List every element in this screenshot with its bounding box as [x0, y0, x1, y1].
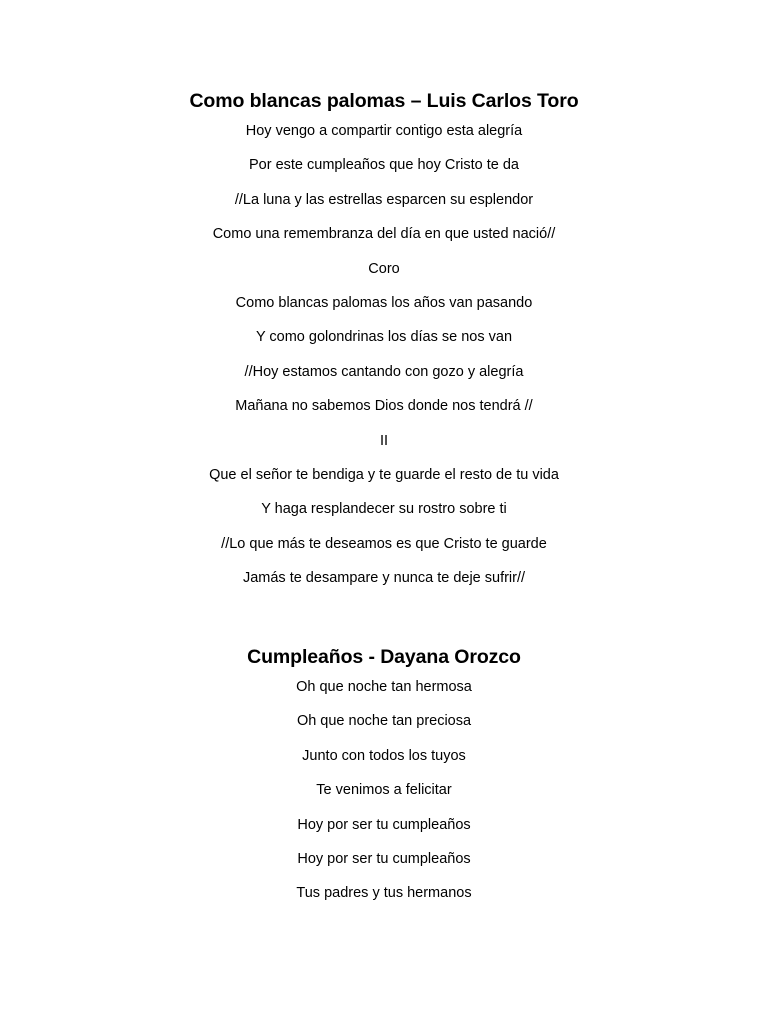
lyric-line: Jamás te desampare y nunca te deje sufrir// [242, 570, 526, 587]
section-label-coro: Coro [368, 260, 400, 277]
lyrics [0, 122, 768, 603]
lyric-line: Como una remembranza del día en que usted nació// [212, 226, 556, 243]
lyric-line: Y haga resplandecer su rostro sobre ti [261, 501, 507, 518]
lyric-line: Por este cumpleaños que hoy Cristo te da [248, 157, 519, 174]
section-label-ii: II [379, 432, 389, 449]
song-title: Cumpleaños - Dayana Orozco [247, 646, 521, 668]
lyrics [0, 678, 768, 919]
lyric-line: Oh que noche tan hermosa [296, 679, 472, 695]
lyric-line: Te venimos a felicitar [316, 782, 452, 799]
lyric-line: Hoy vengo a compartir contigo esta alegría [245, 123, 523, 139]
song-cumpleanos [0, 644, 768, 919]
lyric-line: //Lo que más te deseamos es que Cristo te guarde [221, 535, 547, 552]
lyric-line: Oh que noche tan preciosa [296, 713, 472, 730]
song-title: Como blancas palomas – Luis Carlos Toro [189, 90, 579, 112]
song-como-blancas-palomas [0, 88, 768, 603]
lyric-line: Y como golondrinas los días se nos van [255, 329, 513, 346]
lyric-line: Mañana no sabemos Dios donde nos tendrá // [235, 398, 533, 415]
lyric-line: //La luna y las estrellas esparcen su esplendor [234, 191, 534, 208]
lyric-line: Como blancas palomas los años van pasando [235, 294, 533, 311]
lyric-line: Hoy por ser tu cumpleaños [297, 850, 471, 867]
lyric-line: Hoy por ser tu cumpleaños [297, 816, 471, 833]
lyric-line: //Hoy estamos cantando con gozo y alegría [244, 363, 524, 380]
lyric-line: Junto con todos los tuyos [302, 747, 466, 764]
lyric-line: Que el señor te bendiga y te guarde el resto de tu vida [209, 466, 559, 483]
lyric-line: Tus padres y tus hermanos [296, 885, 472, 902]
